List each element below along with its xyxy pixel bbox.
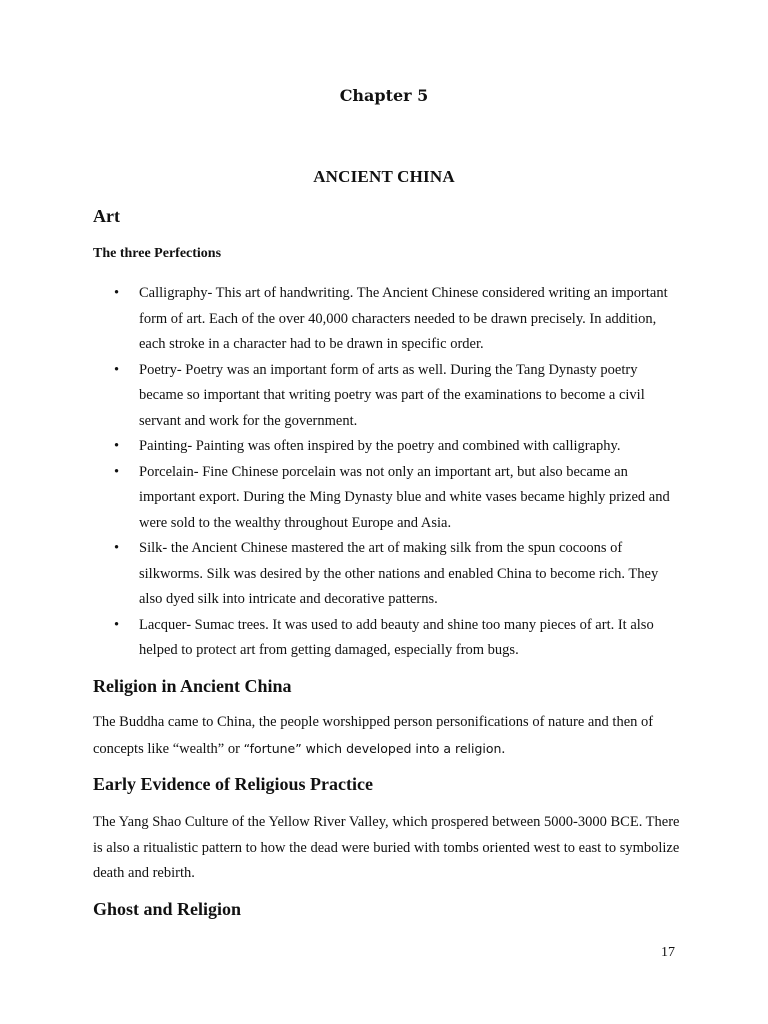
evidence-paragraph: The Yang Shao Culture of the Yellow River Valley, which prospered between 5000-3000 BCE. There is also a ritualistic pattern to how the dead were buried with tombs oriented west to east to symbolize death and rebirth.: [93, 814, 680, 881]
bullet-icon: •: [114, 361, 120, 378]
subheading-three-perfections: The three Perfections: [93, 246, 222, 261]
bullet-icon: •: [114, 463, 120, 480]
list-item: • Porcelain- Fine Chinese porcelain was not only an important art, but also became an important export. During the Ming Dynasty blue and white vases became highly prized and were sold to the wealthy throughout Europe and Asia.: [0, 460, 679, 537]
section-heading-religion: Religion in Ancient China: [93, 676, 292, 696]
list-item: • Calligraphy- This art of handwriting. The Ancient Chinese considered writing an important form of art. Each of the over 40,000 characters needed to be drawn precisely. In addition, each stroke in a character had to be drawn in specific order.: [0, 281, 679, 358]
bullet-icon: •: [114, 540, 120, 556]
list-item: • Lacquer- Sumac trees. It was used to add beauty and shine too many pieces of art. It also helped to protect art from getting damaged, especially from bugs.: [0, 613, 679, 664]
bullet-icon: •: [114, 438, 120, 454]
chapter-heading: Chapter 5: [339, 86, 429, 105]
section-heading-evidence: Early Evidence of Religious Practice: [93, 774, 373, 794]
section-heading-ghost: Ghost and Religion: [93, 899, 242, 919]
section-heading-art: Art: [93, 206, 120, 226]
list-item: • Painting- Painting was often inspired by the poetry and combined with calligraphy.: [0, 434, 679, 460]
page-number: 17: [661, 945, 675, 960]
perfections-list: [0, 281, 768, 664]
page-title: ANCIENT CHINA: [313, 167, 455, 186]
list-item: • Poetry- Poetry was an important form of arts as well. During the Tang Dynasty poetry became so important that writing poetry was part of the examinations to become a civil servant and work for the government.: [0, 358, 679, 435]
bullet-icon: •: [114, 285, 120, 301]
religion-paragraph: The Buddha came to China, the people worshipped person personifications of nature and then of concepts like “wealth” or “fortune” which developed into a religion.: [93, 714, 654, 757]
bullet-icon: •: [114, 616, 120, 633]
list-item: • Silk- the Ancient Chinese mastered the art of making silk from the spun cocoons of silkworms. Silk was desired by the other nations and enabled China to become rich. They also dyed silk into intricate and decorative patterns.: [0, 536, 679, 613]
